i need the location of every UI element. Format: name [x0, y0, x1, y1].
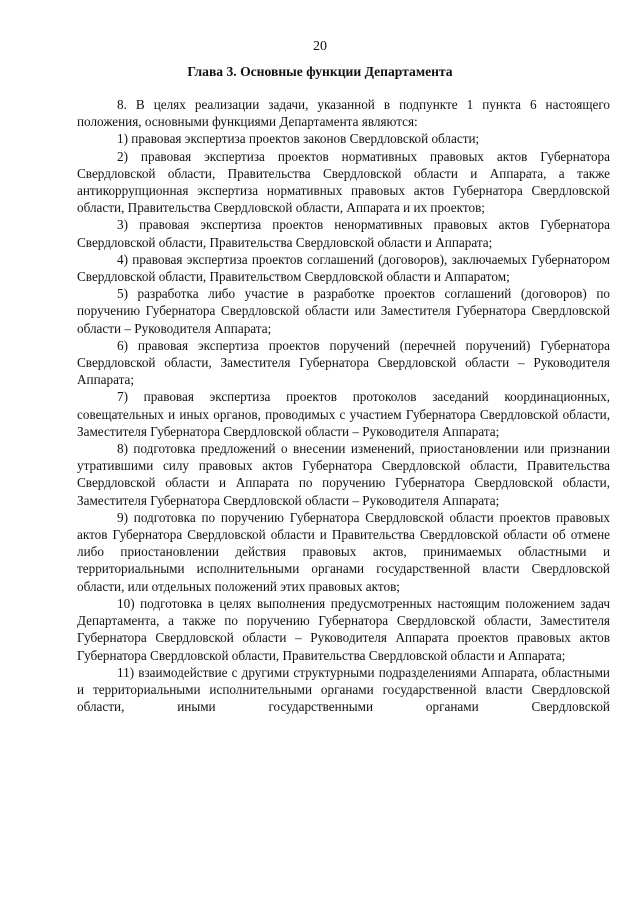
paragraph-item-2: 2) правовая экспертиза проектов нормативных правовых актов Губернатора Свердловской области, Правительства Свердловской области и Аппарата, а также антикоррупционная экспертиза нормативных правовых актов Губернатора Свердловской области, Правительства Свердловской области, Аппарата и их проектов;: [77, 148, 610, 216]
document-body: [77, 96, 610, 715]
chapter-title: Глава 3. Основные функции Департамента: [187, 64, 453, 79]
paragraph-item-9: 9) подготовка по поручению Губернатора Свердловской области проектов правовых актов Губернатора Свердловской области и Правительства Свердловской области об отмене либо приостановлении действия правовых актов, принимаемых областными и территориальными исполнительными органами государственной власти Свердловской области, или отдельных положений этих правовых актов;: [77, 509, 610, 594]
paragraph-item-4: 4) правовая экспертиза проектов соглашений (договоров), заключаемых Губернатором Свердловской области, Правительством Свердловской области и Аппаратом;: [77, 251, 610, 285]
paragraph-item-5: 5) разработка либо участие в разработке проектов соглашений (договоров) по поручению Губернатора Свердловской области или Заместителя Губернатора Свердловской области – Руководителя Аппарата;: [77, 286, 610, 336]
paragraph-item-10: 10) подготовка в целях выполнения предусмотренных настоящим положением задач Департамента, а также по поручению Губернатора Свердловской области, Заместителя Губернатора Свердловской области – Руководителя Аппарата проектов правовых актов Губернатора Свердловской области, Правительства Свердловской области и Аппарата;: [77, 595, 610, 663]
paragraph-item-7: 7) правовая экспертиза проектов протоколов заседаний координационных, совещательных и иных органов, проводимых с участием Губернатора Свердловской области, Заместителя Губернатора Свердловской области – Руководителя Аппарата;: [77, 389, 610, 439]
paragraph-item-1: 1) правовая экспертиза проектов законов Свердловской области;: [117, 131, 480, 147]
paragraph-item-11: 11) взаимодействие с другими структурными подразделениями Аппарата, областными и территориальными исполнительными органами государственной власти Свердловской области, иными государственными органами Свердловской: [77, 664, 610, 715]
paragraph-item-3: 3) правовая экспертиза проектов ненормативных правовых актов Губернатора Свердловской области, Правительства Свердловской области и Аппарата;: [77, 217, 610, 250]
paragraph-item-8: 8) подготовка предложений о внесении изменений, приостановлении или признании утратившими силу правовых актов Губернатора Свердловской области, Правительства Свердловской области и Аппарата по поручению Губернатора Свердловской области, Заместителя Губернатора Свердловской области – Руководителя Аппарата;: [77, 441, 610, 508]
paragraph-intro: 8. В целях реализации задачи, указанной в подпункте 1 пункта 6 настоящего положения, основными функциями Департамента являются:: [77, 97, 610, 130]
page-number: 20: [313, 39, 327, 54]
paragraph-item-6: 6) правовая экспертиза проектов поручений (перечней поручений) Губернатора Свердловской области, Заместителя Губернатора Свердловской области – Руководителя Аппарата;: [77, 337, 610, 388]
